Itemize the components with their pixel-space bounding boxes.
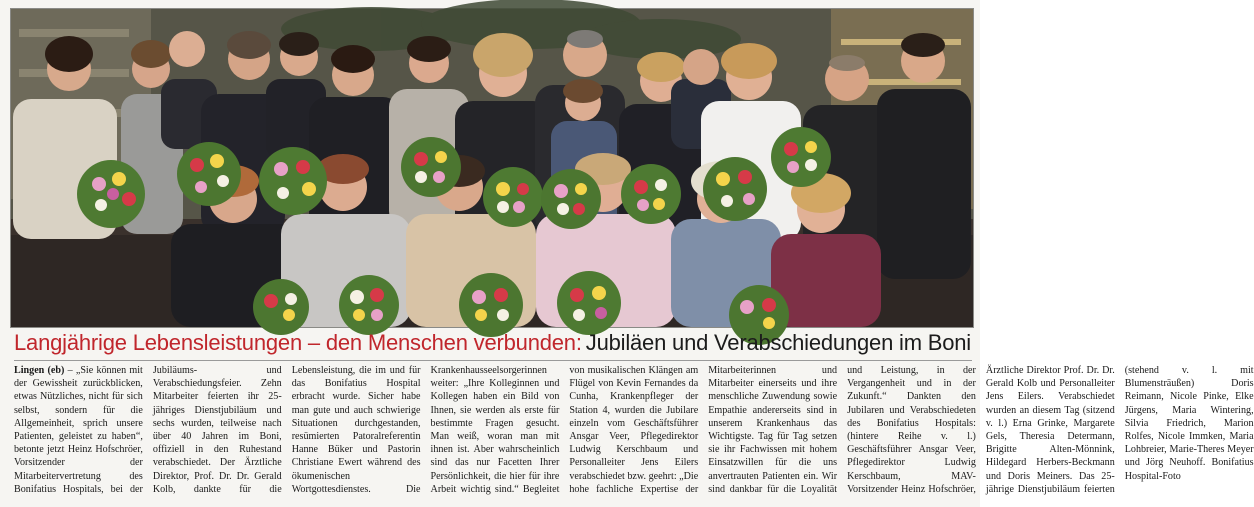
- article-body: [14, 364, 1254, 504]
- article-text: – „Sie können mit der Gewissheit zurückblicken, etwas Nützliches, nicht für sich selbst, sondern für die Allgemeinheit, sprich unsere Patienten, geleistet zu haben“, betonte jetzt Heinz Hofschröer, Vorsitzender der Mitarbeitervertretung des Bonifatius Hospitals, bei der Jubiläums- und Verabschiedungsfeier. Zehn Mitarbeiter feierten ihr 25-jähriges Dienstjubiläum und sechs wurden, teilweise nach über 40 Jahren im Boni, offiziell in den Ruhestand verabschiedet. Der Ärztliche Direktor, Prof. Dr. Dr. Gerald Kolb, dankte für die Lebensleistung, die im und für das Bonifatius Hospital erbracht wurde. Sicher habe man gute und auch schwierige Situationen durchgestanden, resümierten Patoralreferentin Hanne Büker und Pastorin Christiane Ewert während des ökumenischen Wortgottesdienstes. Die Krankenhausseelsorgerinnen weiter: „Ihre Kolleginnen und Kollegen haben ein Bild von Ihnen, sie werden als erste für bestimmte Fragen gesucht. Man weiß, woran man mit ihnen ist. Aber wahrscheinlich sind das nur Facetten Ihrer Persönlichkeit, die hier für ihre Arbeit wichtig sind.“ Begleitet von musikalischen Klängen am Flügel von Kevin Fernandes da Cunha, Krankenpfleger der Station 4, wurden die Jubilare einzeln vom Geschäftsführer Ansgar Veer, Pflegedirektor Ludwig Kerschbaum und Personalleiter Jens Eilers verabschiedet bzw. geehrt: „Die hohe fachliche Expertise der Mitarbeiterinnen und Mitarbeiter einerseits und ihre menschliche Zuwendung sowie Empathie andererseits sind in unserem Krankenhaus das Wichtigste. Tag für Tag setzen sie ihr Fachwissen mit hohem Einsatzwillen für die uns anvertrauten Patienten ein. Wir sind dankbar für die Loyalität und Leistung, in der Vergangenheit und in der Zukunft.“ Dankten den Jubilaren und Verabschiedeten des Bonifatius Hospitals: (hintere Reihe v. l.) Geschäftsführer Ansgar Veer, Pflegedirektor Ludwig Kerschbaum, MAV-Vorsitzender Heinz Hofschröer, Ärztliche Direktor Prof. Dr. Dr. Gerald Kolb und Personalleiter Jens Eilers. Verabschiedet wurden an diesem Tag (sitzend v. l.) Erna Grinke, Margarete Gels, Theresia Determann, Brigitte Alten-Mönnink, Hildegard Herbers-Beckmann und Doris Meiners. Das 25-jährige Dienstjubiläum feierten (stehend v. l. mit Blumensträußen) Doris Reimann, Nicole Pinke, Elke Jürgens, Maria Wintering, Silvia Friedrich, Marion Rolfes, Nicole Immken, Maria Lohbreier, Marie-Theres Meyer und Jörg Neuhoff. Bonifatius Hospital-Foto: [14, 365, 1254, 495]
- dateline: Lingen (eb): [14, 365, 65, 376]
- article-headline: [14, 330, 972, 361]
- headline-sub: Jubiläen und Verabschiedungen im Boni: [585, 330, 971, 355]
- group-photo-illustration: [11, 9, 973, 327]
- article-paragraph: [14, 364, 1254, 504]
- group-photo: [10, 8, 974, 328]
- headline-main: Langjährige Lebensleistungen – den Menschen verbunden:: [14, 330, 582, 355]
